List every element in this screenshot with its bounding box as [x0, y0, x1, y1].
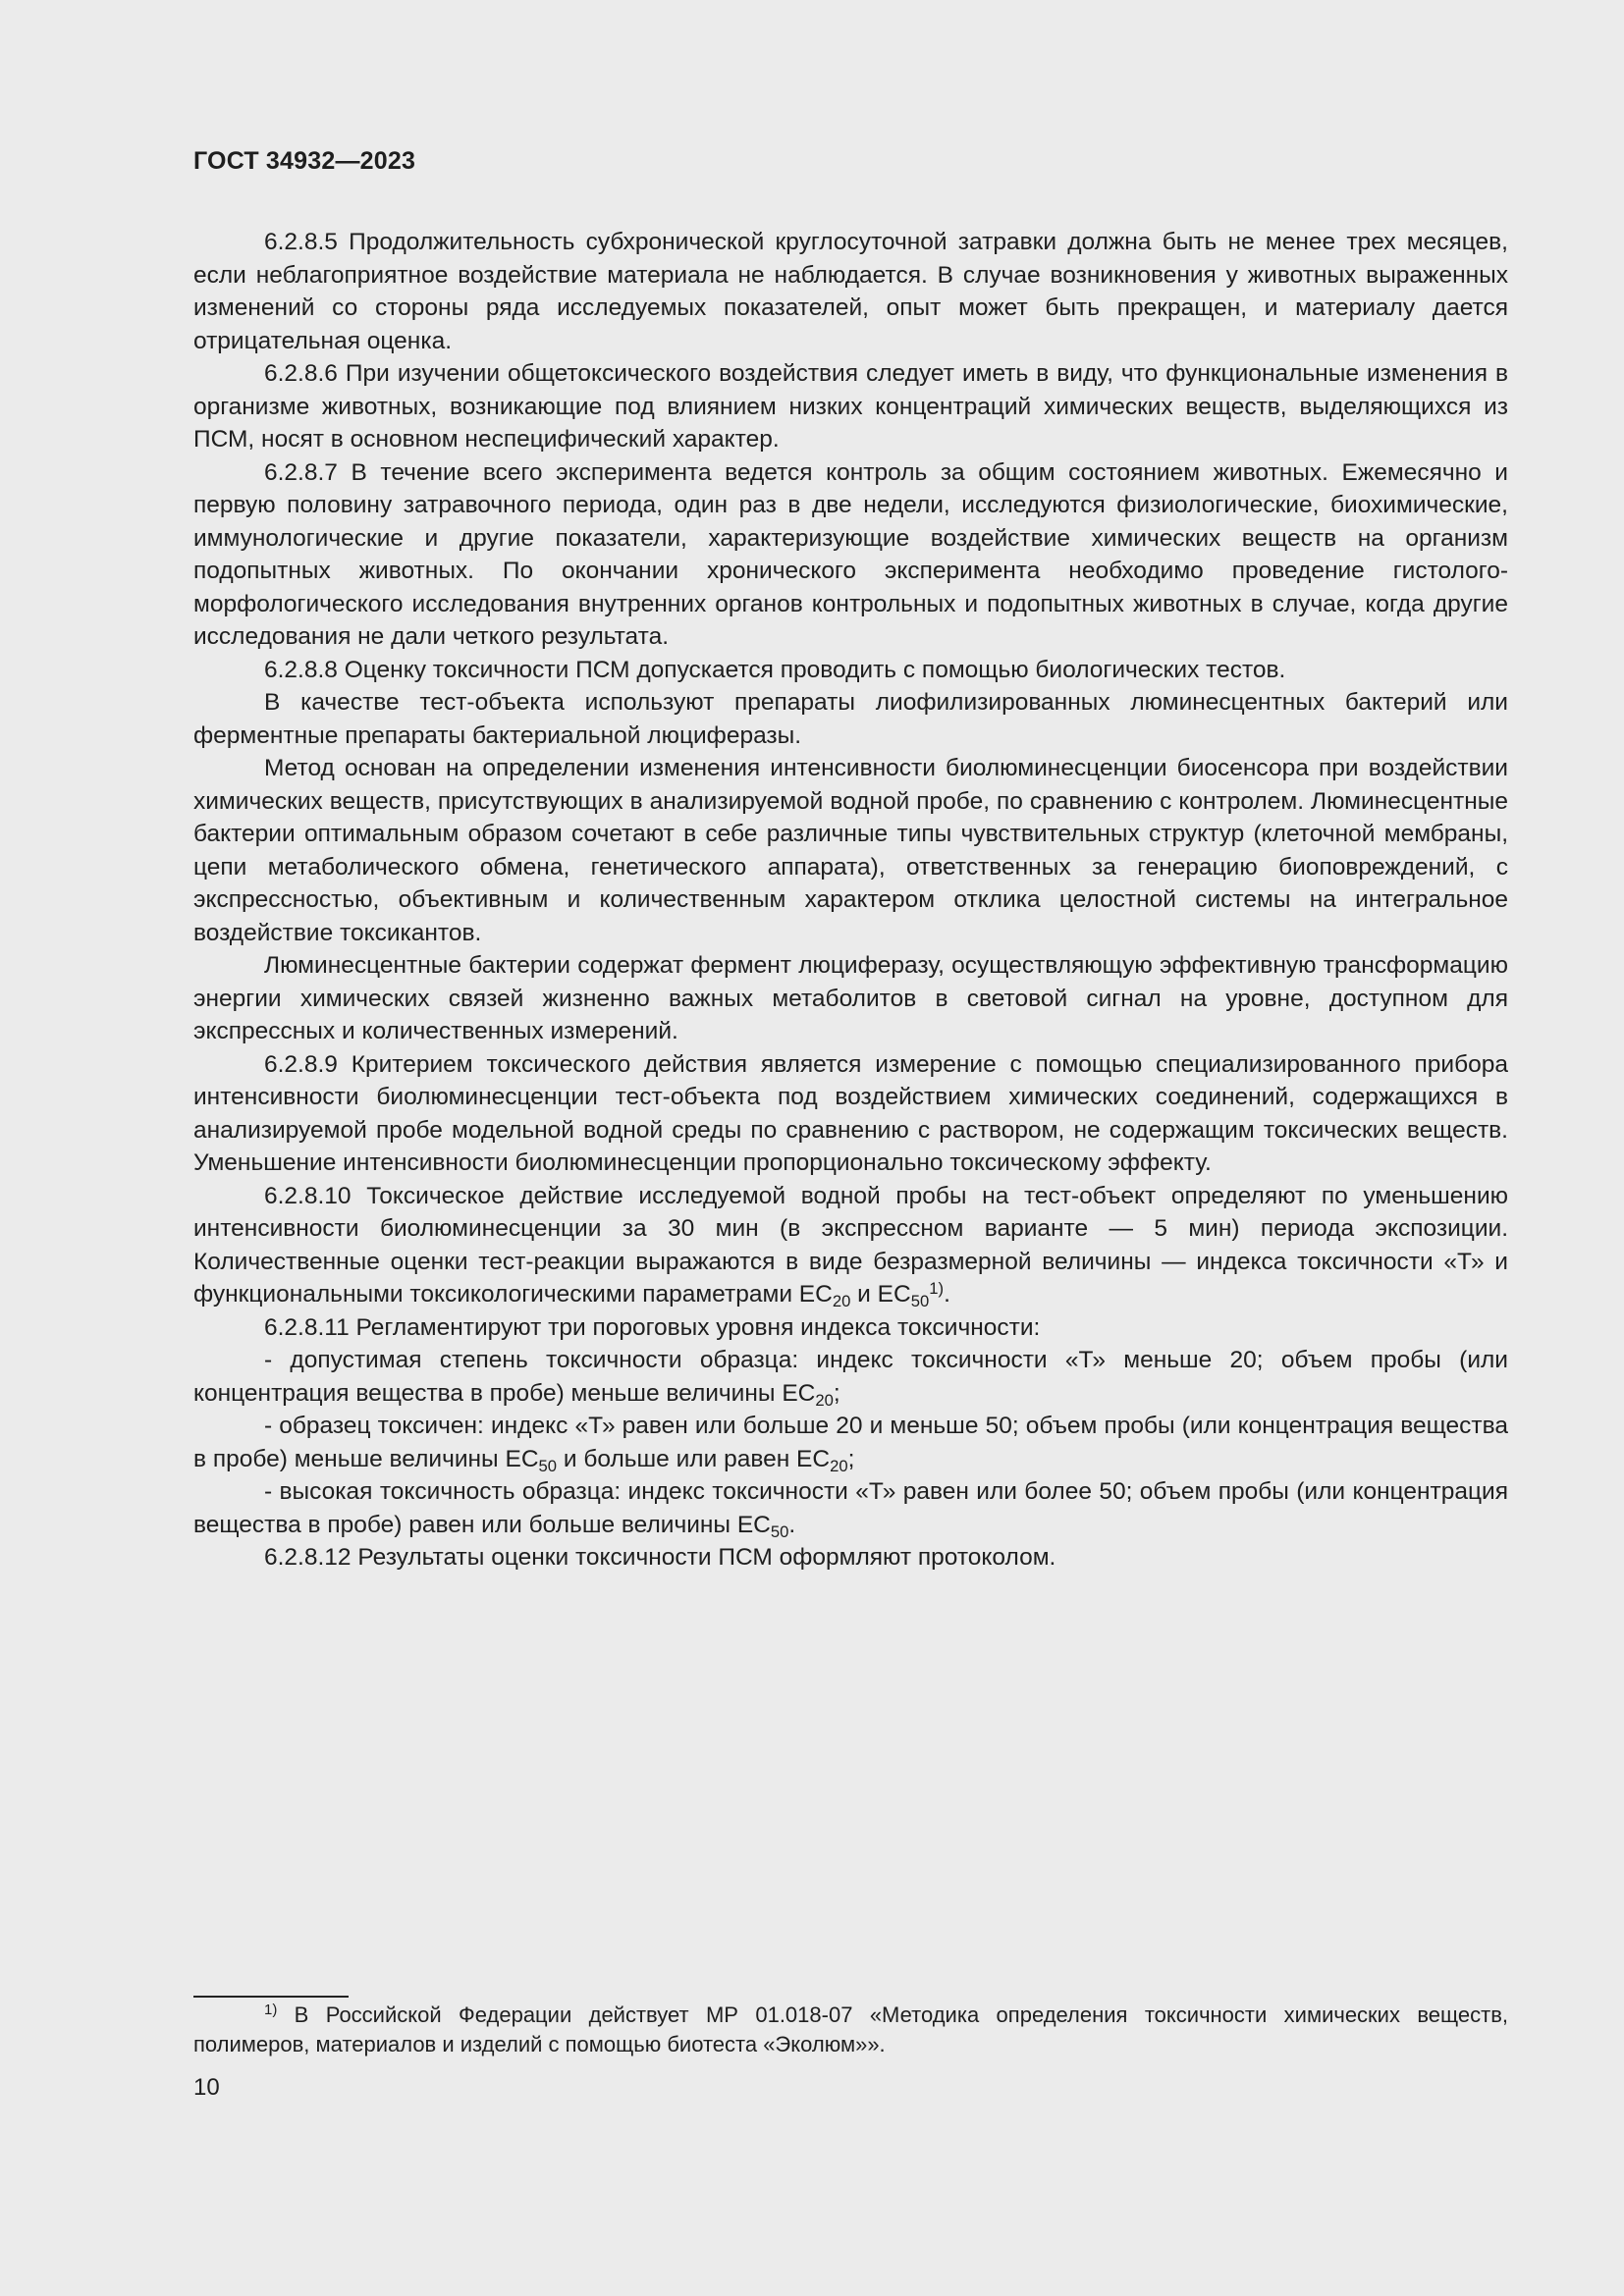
ec50-subscript: 50	[910, 1292, 930, 1310]
list-item-high-toxicity-end: .	[788, 1511, 796, 1538]
list-item-toxic-mid: и больше или равен EC	[557, 1445, 831, 1472]
list-item-acceptable	[193, 1344, 1508, 1410]
footnote-reference: 1)	[929, 1279, 945, 1298]
paragraph-test-object: В качестве тест-объекта используют препараты лиофилизированных люминесцентных бактерий или ферментные препараты бактериальной люциферазы.	[193, 689, 1508, 749]
ec50-subscript: 50	[770, 1522, 789, 1541]
paragraph-6-2-8-5: 6.2.8.5 Продолжительность субхронической круглосуточной затравки должна быть не менее трех месяцев, если неблагоприятное воздействие материала не наблюдается. В случае возникновения у животных выраженных изменений со стороны ряда исследуемых показателей, опыт может быть прекращен, и материалу дается отрицательная оценка.	[193, 229, 1508, 354]
page-number: 10	[193, 2074, 220, 2101]
paragraph-6-2-8-10	[193, 1180, 1508, 1311]
footnote-text: В Российской Федерации действует МР 01.018-07 «Методика определения токсичности химических веществ, полимеров, материалов и изделий с помощью биотеста «Эколюм»».	[193, 2002, 1508, 2056]
paragraph-6-2-8-10-text: 6.2.8.10 Токсическое действие исследуемой водной пробы на тест-объект определяют по уменьшению интенсивности биолюминесценции за 30 мин (в экспрессном варианте — 5 мин) периода экспозиции. Количественные оценки тест-реакции выражаются в виде безразмерной величины — индекса токсичности «Т» и функциональными токсикологическими параметрами EC	[193, 1182, 1508, 1308]
ec50-subscript: 50	[538, 1456, 558, 1475]
list-item-toxic	[193, 1410, 1508, 1475]
paragraph-6-2-8-8: 6.2.8.8 Оценку токсичности ПСМ допускается проводить с помощью биологических тестов.	[264, 656, 1286, 683]
paragraph-6-2-8-7: 6.2.8.7 В течение всего эксперимента ведется контроль за общим состоянием животных. Ежемесячно и первую половину затравочного периода, один раз в две недели, исследуются физиологические, биохимические, иммунологические и другие показатели, характеризующие воздействие химических веществ на организм подопытных животных. По окончании хронического эксперимента необходимо проведение гистолого-морфологического исследования внутренних органов контрольных и подопытных животных в случае, когда другие исследования не дали четкого результата.	[193, 458, 1508, 650]
paragraph-6-2-8-12: 6.2.8.12 Результаты оценки токсичности ПСМ оформляют протоколом.	[264, 1544, 1056, 1571]
list-item-high-toxicity	[193, 1475, 1508, 1541]
ec20-subscript: 20	[830, 1456, 848, 1475]
footnote-divider	[193, 1996, 349, 1998]
list-item-high-toxicity-text: - высокая токсичность образца: индекс токсичности «Т» равен или более 50; объем пробы (или концентрация вещества в пробе) равен или больше величины EC	[193, 1478, 1508, 1538]
paragraph-luminescent-bacteria: Люминесцентные бактерии содержат фермент люциферазу, осуществляющую эффективную трансформацию энергии химических связей жизненно важных метаболитов в световой сигнал на уровне, доступном для экспрессных и количественных измерений.	[193, 952, 1508, 1044]
paragraph-6-2-8-6: 6.2.8.6 При изучении общетоксического воздействия следует иметь в виду, что функциональные изменения в организме животных, возникающие под влиянием низких концентраций химических веществ, выделяющихся из ПСМ, носят в основном неспецифический характер.	[193, 360, 1508, 453]
footnote-marker: 1)	[264, 2002, 278, 2018]
list-item-toxic-end: ;	[847, 1445, 855, 1472]
main-text	[193, 226, 1508, 1575]
ec20-subscript: 20	[815, 1390, 834, 1410]
list-item-acceptable-text: - допустимая степень токсичности образца: индекс токсичности «Т» меньше 20; объем пробы (или концентрация вещества в пробе) меньше величины EC	[193, 1347, 1508, 1407]
paragraph-6-2-8-10-and: и EC	[850, 1281, 911, 1308]
document-header: ГОСТ 34932—2023	[193, 147, 416, 175]
paragraph-6-2-8-10-end: .	[944, 1281, 950, 1308]
footnote	[193, 2001, 1508, 2059]
paragraph-method: Метод основан на определении изменения интенсивности биолюминесценции биосенсора при воздействии химических веществ, присутствующих в анализируемой водной пробе, по сравнению с контролем. Люминесцентные бактерии оптимальным образом сочетают в себе различные типы чувствительных структур (клеточной мембраны, цепи метаболического обмена, генетического аппарата), ответственных за генерацию биоповреждений, с экспрессностью, объективным и количественным характером отклика целостной системы на интегральное воздействие токсикантов.	[193, 755, 1508, 946]
list-item-toxic-text: - образец токсичен: индекс «Т» равен или больше 20 и меньше 50; объем пробы (или концентрация вещества в пробе) меньше величины EC	[193, 1413, 1508, 1472]
ec20-subscript: 20	[832, 1292, 851, 1310]
footnote-paragraph	[193, 2001, 1508, 2059]
paragraph-6-2-8-11: 6.2.8.11 Регламентируют три пороговых уровня индекса токсичности:	[264, 1313, 1041, 1341]
list-item-acceptable-end: ;	[833, 1379, 840, 1407]
paragraph-6-2-8-9: 6.2.8.9 Критерием токсического действия является измерение с помощью специализированного прибора интенсивности биолюминесценции тест-объекта под воздействием химических соединений, содержащихся в анализируемой пробе модельной водной среды по сравнению с раствором, не содержащим токсических веществ. Уменьшение интенсивности биолюминесценции пропорционально токсическому эффекту.	[193, 1050, 1508, 1176]
